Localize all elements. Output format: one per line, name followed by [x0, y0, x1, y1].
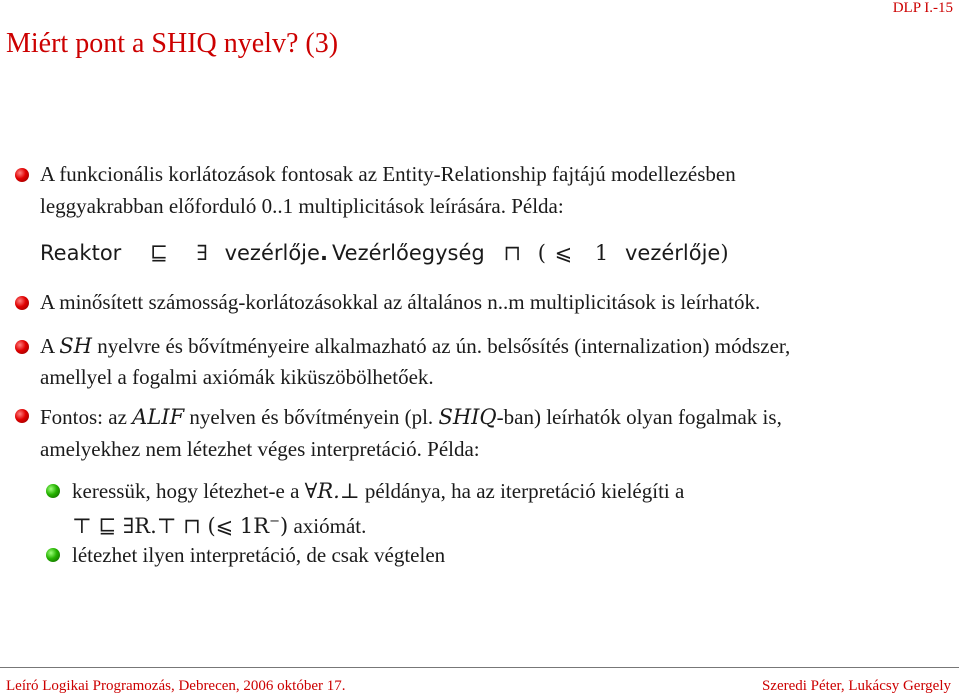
sub-bullet-1-line-1 — [72, 477, 684, 506]
page-label: DLP I.-15 — [892, 0, 953, 16]
bullet-icon — [15, 296, 29, 310]
bullet-4-mid: nyelven és bővítményein (pl. — [189, 405, 434, 429]
bullet-4-post: -ban) leírhatók olyan fogalmak is, — [496, 405, 782, 429]
language-sh: SH — [59, 334, 92, 358]
sub-bullet-1-post: példánya, ha az iterpretáció kielégíti a — [364, 479, 685, 503]
bullet-4-pre: Fontos: az — [40, 405, 127, 429]
slide-title: Miért pont a SHIQ nyelv? (3) — [6, 28, 339, 59]
formula-reaktor — [40, 241, 729, 265]
formula-reaktor-concept: Reaktor — [40, 241, 122, 265]
formula-dot: . — [319, 241, 328, 265]
axiom-formula: ⊤ ⊑ ∃R.⊤ ⊓ (⩽ 1R — [72, 514, 270, 538]
subsumes-symbol: ⊑ — [150, 241, 168, 265]
sub-bullet-1-tail: axiómát. — [293, 514, 367, 538]
sub-bullet-1-pre: keressük, hogy létezhet-e a — [72, 479, 300, 503]
formula-role-1: vezérlője — [224, 241, 320, 265]
bullet-4-line-2: amelyekhez nem létezhet véges interpretáció. Példa: — [40, 437, 480, 461]
footer-left: Leíró Logikai Programozás, Debrecen, 2006 október 17. — [6, 678, 346, 694]
bullet-icon — [15, 168, 29, 182]
bullet-1-line-2: leggyakrabban előforduló 0..1 multiplicitások leírására. Példa: — [40, 194, 564, 218]
sub-bullet-icon — [46, 484, 60, 498]
and-symbol: ⊓ — [503, 241, 522, 265]
bullet-icon — [15, 340, 29, 354]
bullet-4-line-1 — [40, 403, 782, 432]
leq-symbol: ⩽ — [554, 241, 573, 265]
sub-bullet-icon — [46, 548, 60, 562]
bullet-3-line-2: amellyel a fogalmi axiómák kiküszöbölhetőek. — [40, 365, 434, 389]
sub-bullet-2: létezhet ilyen interpretáció, de csak végtelen — [72, 543, 446, 567]
formula-number: 1 — [594, 241, 609, 265]
bullet-3-line-1 — [40, 332, 790, 361]
bullet-3-pre: A — [40, 334, 55, 358]
bullet-3-post: nyelvre és bővítményeire alkalmazható az ún. belsősítés (internalization) módszer, — [97, 334, 791, 358]
footer-divider — [0, 667, 959, 668]
bullet-icon — [15, 409, 29, 423]
language-alif: ALIF — [132, 405, 185, 429]
bullet-1-line-1: A funkcionális korlátozások fontosak az Entity-Relationship fajtájú modellezésben — [40, 162, 736, 186]
inverse-superscript: − — [269, 514, 280, 529]
formula-role-2: vezérlője — [624, 241, 721, 265]
exists-symbol: ∃ — [196, 241, 208, 265]
footer-right: Szeredi Péter, Lukácsy Gergely — [761, 678, 951, 694]
bullet-2: A minősített számosság-korlátozásokkal az általános n..m multiplicitások is leírhatók. — [40, 290, 761, 314]
formula-concept: Vezérlőegység — [331, 241, 485, 265]
axiom-close-paren: ) — [280, 514, 289, 538]
formula-lparen: ( — [537, 241, 546, 265]
sub-bullet-1-line-2 — [72, 507, 366, 541]
sub-bullet-1-math: ∀R.⊥ — [304, 479, 360, 503]
formula-rparen: ) — [720, 241, 729, 265]
language-shiq: SHIQ — [438, 405, 497, 429]
